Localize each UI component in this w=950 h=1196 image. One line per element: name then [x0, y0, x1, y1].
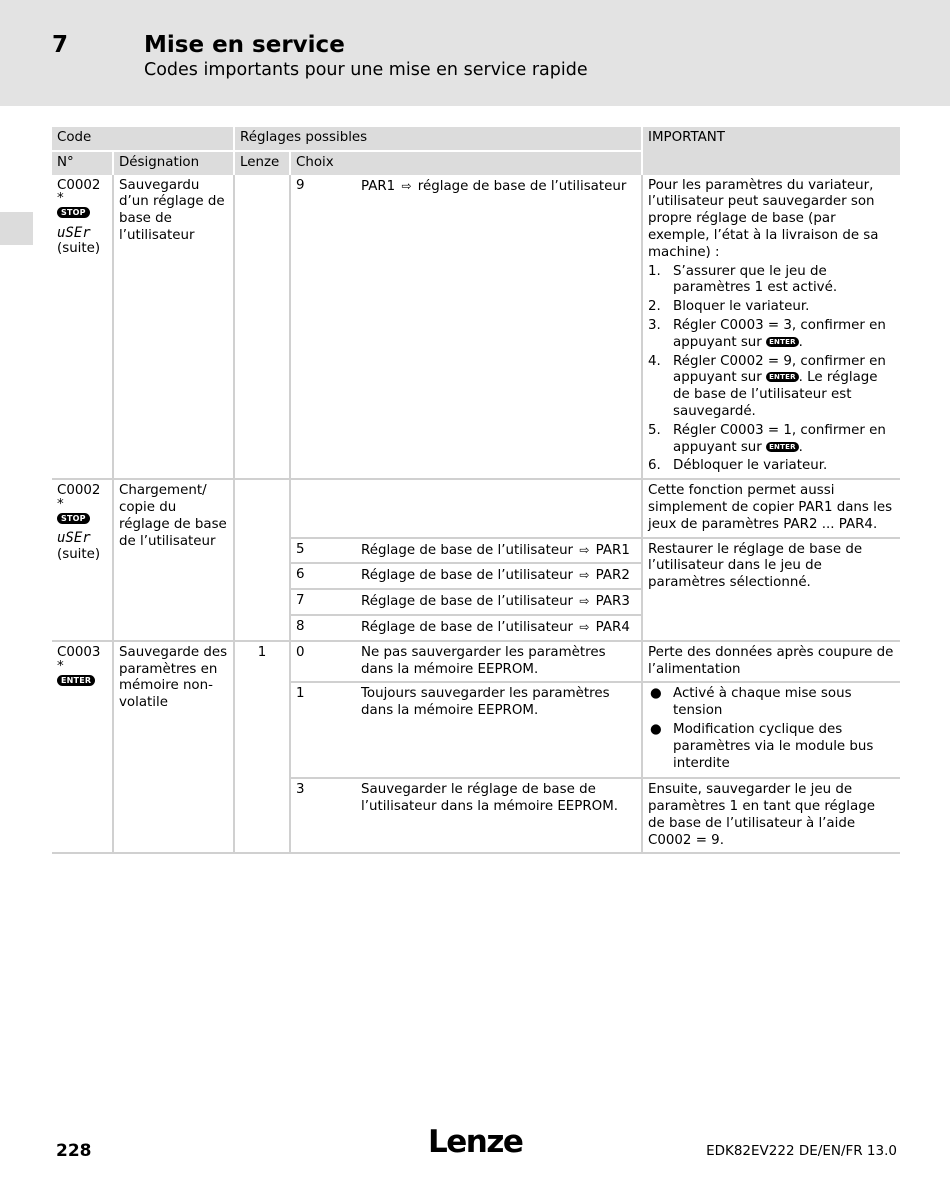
code-star: * — [57, 658, 64, 674]
code-cell — [52, 479, 113, 641]
lenze-cell: 1 — [234, 641, 290, 854]
header-reglages: Réglages possibles — [234, 127, 642, 151]
header-choix: Choix — [290, 151, 642, 175]
chapter-subtitle: Codes importants pour une mise en service rapide — [144, 60, 588, 80]
choice-number: 1 — [290, 682, 356, 778]
bullet-icon: ● — [650, 686, 662, 702]
suite-label: (suite) — [57, 547, 101, 563]
choice-text: Réglage de base de l’utilisateur ⇨ PAR1 — [361, 542, 630, 558]
suite-label: (suite) — [57, 241, 101, 257]
lenze-cell — [234, 479, 290, 641]
choice-empty — [290, 479, 642, 537]
arrow-right-icon: ⇨ — [579, 594, 590, 609]
code-cell — [52, 641, 113, 854]
list-item: 6. Débloquer le variateur. — [648, 458, 828, 474]
choice-number: 9 — [290, 175, 356, 480]
chapter-number: 7 — [52, 32, 69, 58]
list-item: 5. Régler C0003 = 1, confirmer en appuyant sur ENTER . — [648, 422, 886, 455]
important-cell: Perte des données après coupure de l’alimentation — [642, 641, 900, 683]
header-no: N° — [52, 151, 113, 175]
table-row — [52, 175, 900, 480]
bullet-icon: ● — [650, 721, 662, 737]
enter-key-icon: ENTER — [57, 675, 95, 686]
lenze-cell — [234, 175, 290, 480]
list-item: ● Modification cyclique des paramètres via le module bus interdite — [650, 721, 874, 771]
choice-number: 0 — [290, 641, 356, 683]
choice-number: 5 — [290, 538, 356, 564]
enter-key-icon: ENTER — [766, 442, 799, 452]
choice-text: PAR1 ⇨ réglage de base de l’utilisateur — [361, 178, 627, 194]
bullet-list — [648, 686, 895, 772]
choice-text: Sauvegarder le réglage de base de l’utilisateur dans la mémoire EEPROM. — [361, 782, 618, 815]
choice-number: 3 — [290, 778, 356, 853]
chapter-title: Mise en service — [144, 32, 345, 58]
list-item: 4. Régler C0002 = 9, confirmer en appuyant sur ENTER . Le réglage de base de l’utilisateur est sauvegardé. — [648, 353, 886, 419]
enter-key-icon: ENTER — [766, 372, 799, 382]
table-row — [52, 641, 900, 683]
choice-number: 8 — [290, 615, 356, 641]
important-cell: Restaurer le réglage de base de l’utilisateur dans le jeu de paramètres sélectionné. — [642, 538, 900, 641]
important-cell — [642, 682, 900, 778]
list-item: 2. Bloquer le variateur. — [648, 299, 810, 315]
side-tab-marker — [0, 212, 33, 245]
designation-cell: Chargement/ copie du réglage de base de l’utilisateur — [113, 479, 234, 641]
steps-list — [648, 264, 895, 476]
header-designation: Désignation — [113, 151, 234, 175]
document-reference: EDK82EV222 DE/EN/FR 13.0 — [706, 1143, 897, 1159]
lenze-logo: Lenze — [428, 1124, 523, 1160]
choice-text: Ne pas sauvergarder les paramètres dans la mémoire EEPROM. — [361, 644, 606, 677]
list-item: 1. S’assurer que le jeu de paramètres 1 est activé. — [648, 263, 838, 296]
designation-cell: Sauvegardu d’un réglage de base de l’utilisateur — [113, 175, 234, 480]
header-lenze: Lenze — [234, 151, 290, 175]
code-number: C0002 — [57, 483, 101, 499]
code-star: * — [57, 191, 64, 207]
choice-number: 7 — [290, 589, 356, 615]
important-cell: Cette fonction permet aussi simplement de copier PAR1 dans les jeux de paramètres PAR2 ... PAR4. — [642, 479, 900, 537]
important-cell: Ensuite, sauvegarder le jeu de paramètres 1 en tant que réglage de base de l’utilisateur à l’aide C0002 = 9. — [642, 778, 900, 853]
page-number: 228 — [56, 1141, 92, 1161]
code-number: C0003 — [57, 644, 101, 660]
choice-text: Réglage de base de l’utilisateur ⇨ PAR4 — [361, 619, 630, 635]
choice-text: Réglage de base de l’utilisateur ⇨ PAR2 — [361, 568, 630, 584]
arrow-right-icon: ⇨ — [579, 542, 590, 557]
choice-text: Réglage de base de l’utilisateur ⇨ PAR3 — [361, 594, 630, 610]
list-item: 3. Régler C0003 = 3, confirmer en appuyant sur ENTER . — [648, 317, 886, 350]
stop-key-icon: STOP — [57, 207, 90, 218]
important-cell — [642, 175, 900, 480]
display-text: uSEr — [57, 530, 91, 547]
list-item: ● Activé à chaque mise sous tension — [650, 686, 852, 719]
header-code: Code — [52, 127, 234, 151]
header-important: IMPORTANT — [642, 127, 900, 175]
designation-cell: Sauvegarde des paramètres en mémoire non-volatile — [113, 641, 234, 854]
arrow-right-icon: ⇨ — [401, 178, 412, 193]
code-star: * — [57, 496, 64, 512]
stop-key-icon: STOP — [57, 513, 90, 524]
display-text: uSEr — [57, 224, 91, 241]
table-header-row-1 — [52, 127, 900, 151]
choice-text: Toujours sauvegarder les paramètres dans la mémoire EEPROM. — [361, 686, 610, 719]
arrow-right-icon: ⇨ — [579, 619, 590, 634]
choice-number: 6 — [290, 563, 356, 589]
code-cell — [52, 175, 113, 480]
page-header — [0, 0, 950, 106]
enter-key-icon: ENTER — [766, 337, 799, 347]
parameter-table — [52, 127, 900, 854]
arrow-right-icon: ⇨ — [579, 568, 590, 583]
important-intro: Pour les paramètres du variateur, l’utilisateur peut sauvegarder son propre réglage de base (par exemple, l’état à la livraison de sa machine) : — [648, 177, 879, 260]
code-number: C0002 — [57, 177, 101, 193]
table-row — [52, 479, 900, 537]
